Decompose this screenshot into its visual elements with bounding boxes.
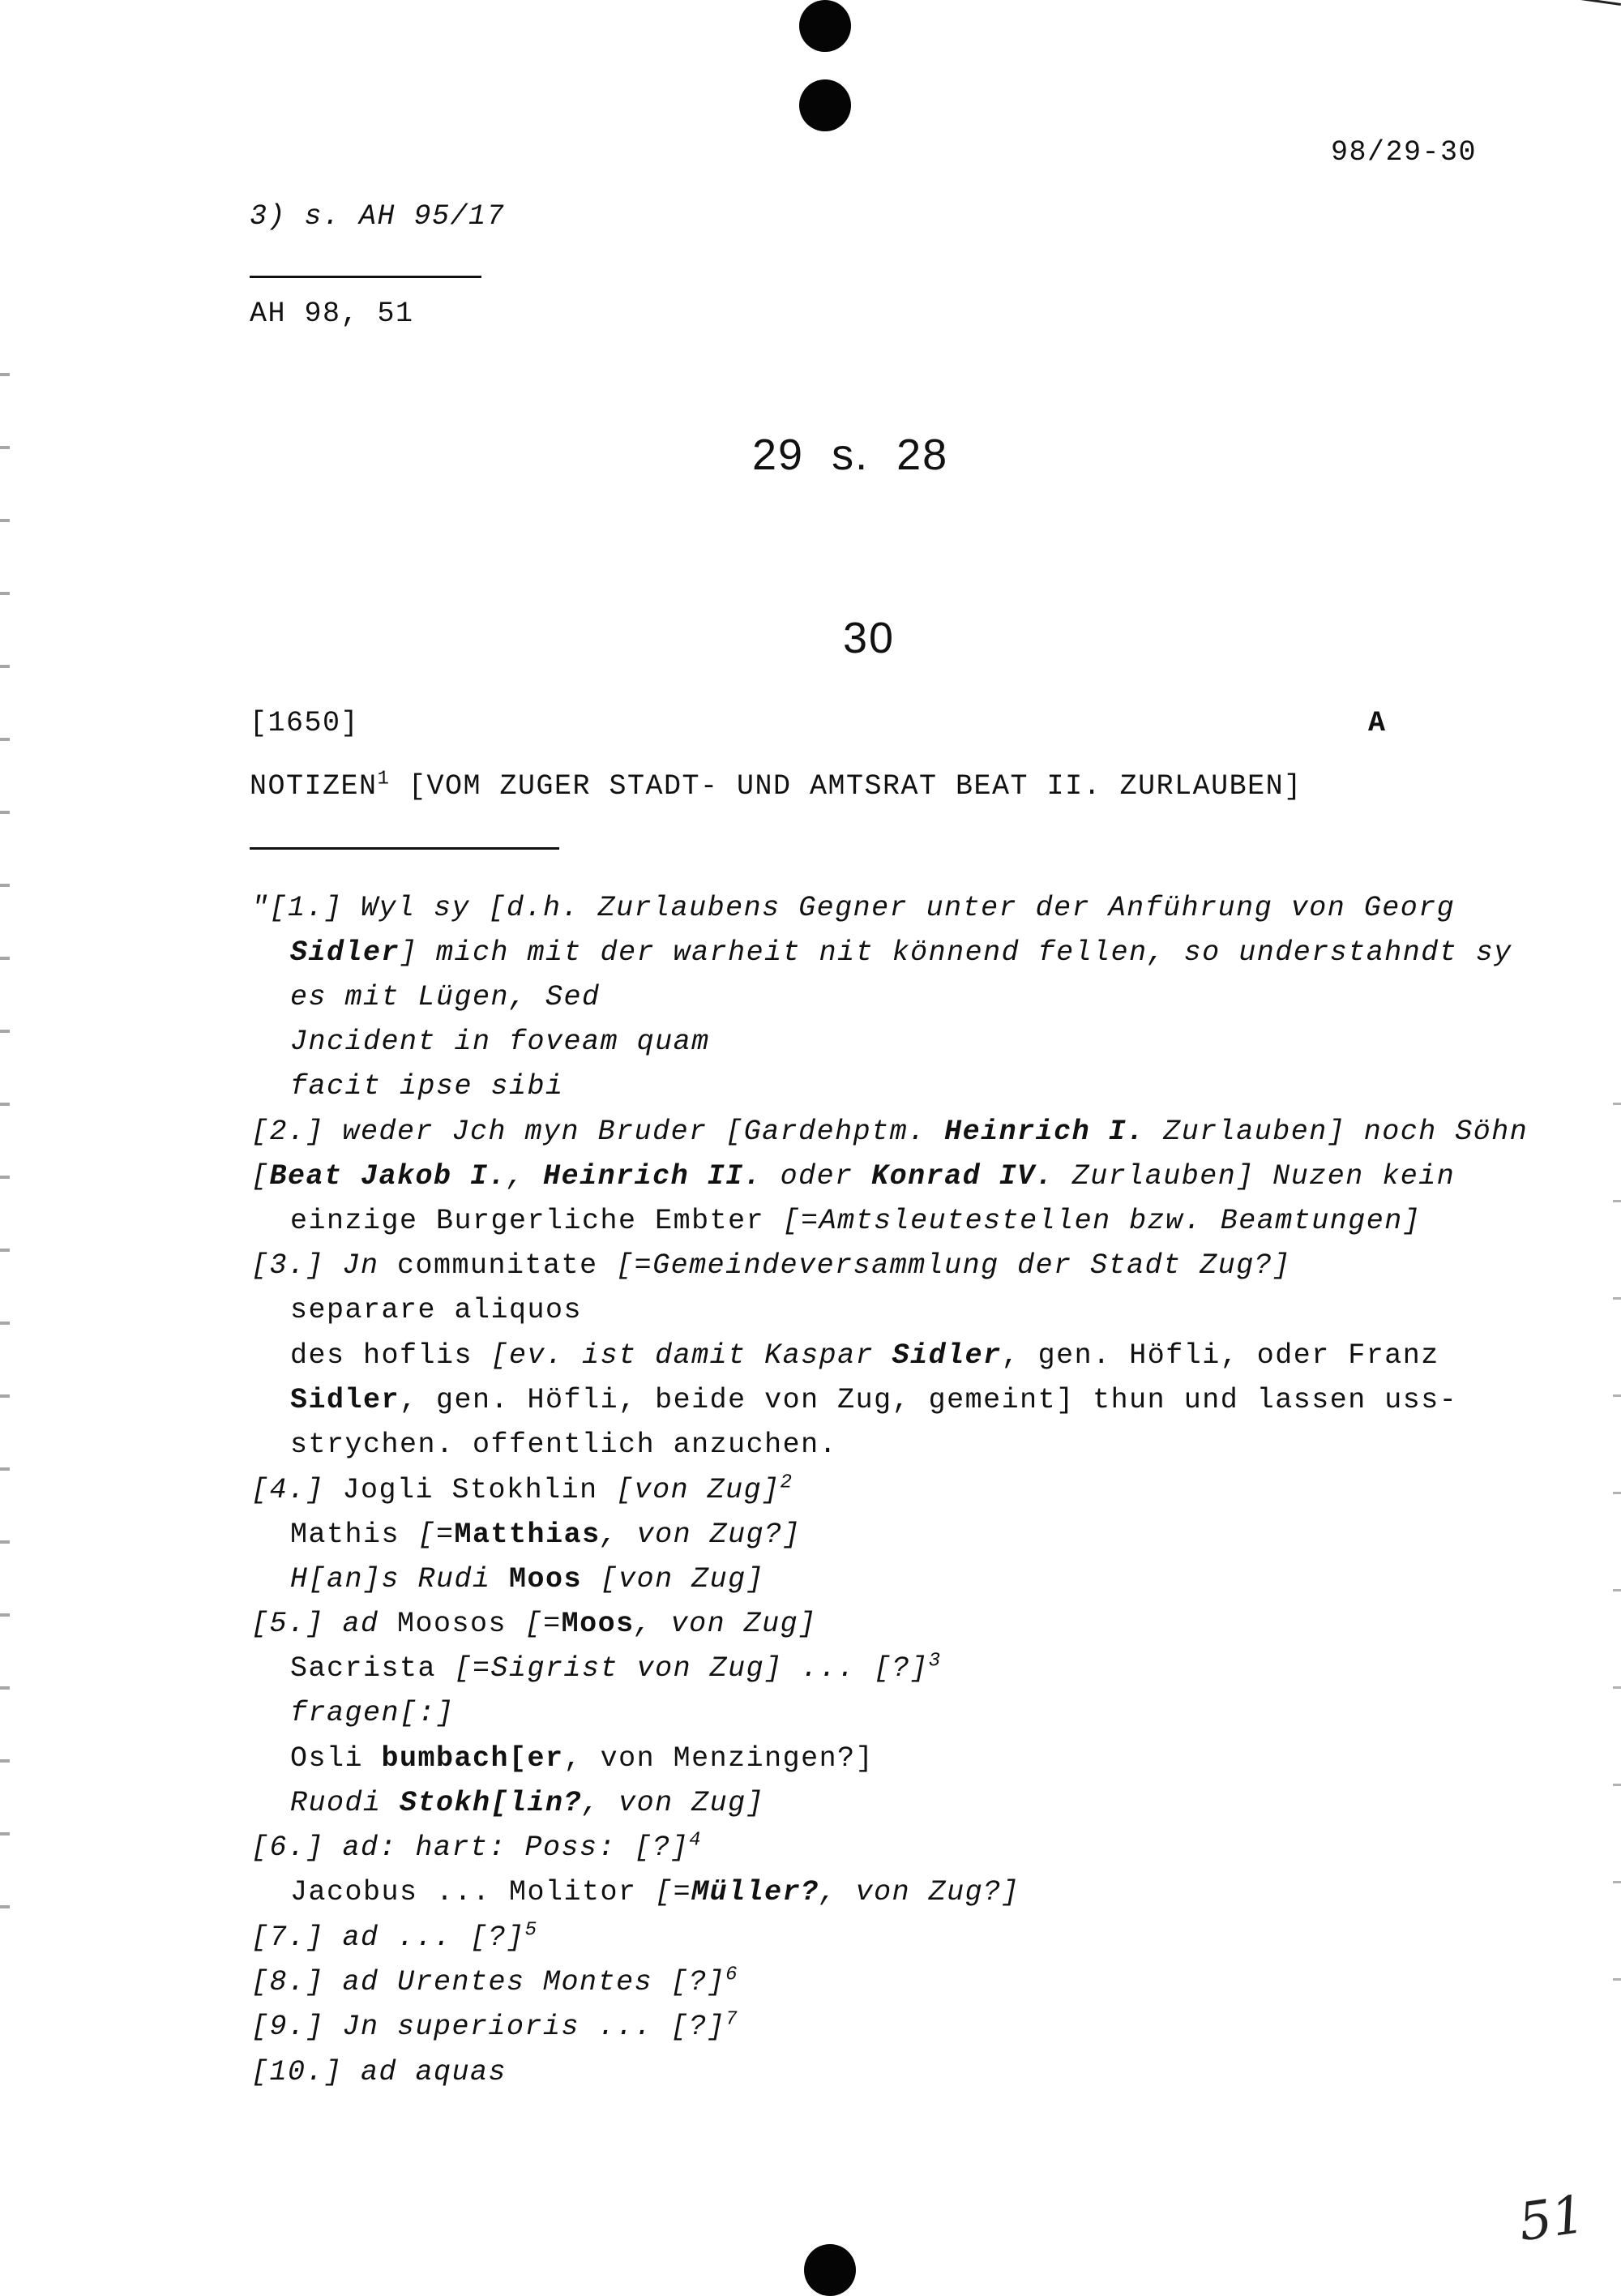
footnote-4: 4	[689, 1829, 702, 1852]
text-line-16	[290, 1563, 764, 1596]
line-18-text-a: Sacrista	[290, 1652, 437, 1685]
line-7-text-g: Zurlauben] Nuzen kein	[1054, 1160, 1456, 1193]
page-title: 29 s. 28	[752, 430, 949, 479]
text-line-20	[290, 1742, 874, 1775]
name-mueller: Müller?	[691, 1876, 819, 1908]
line-7-text-c: ,	[507, 1160, 544, 1193]
text-line-21	[290, 1787, 764, 1819]
heading-footnote: 1	[377, 768, 391, 790]
line-23-text-a: Jacobus ... Molitor	[290, 1876, 637, 1908]
line-15-text-a: Mathis	[290, 1519, 400, 1551]
name-moos-2: Moos	[561, 1608, 635, 1640]
footnote-7: 7	[725, 2008, 738, 2031]
line-17-text-c: [=	[507, 1608, 562, 1640]
line-5-text: facit ipse sibi	[290, 1070, 564, 1103]
line-9-text-a: [3.] Jn	[251, 1249, 398, 1282]
line-17-text-a: [5.] ad	[251, 1608, 398, 1640]
line-26-text: [9.] Jn superioris ... [?]	[251, 2011, 726, 2043]
line-14-text-a: [4.]	[251, 1474, 343, 1506]
text-line-8	[290, 1205, 1421, 1237]
line-17-text-b: Moosos	[397, 1608, 507, 1640]
heading-start: NOTIZEN	[250, 770, 378, 803]
line-23-text-b: [=	[636, 1876, 692, 1908]
line-8-text-b: Embter	[655, 1205, 765, 1237]
text-line-18	[290, 1652, 942, 1685]
document-date: [1650]	[250, 707, 360, 739]
line-9-text-b: communitate	[397, 1249, 598, 1282]
line-20-text-c: , von Menzingen?]	[563, 1742, 875, 1775]
line-9-text-c: [=Gemeindeversammlung der Stadt Zug?]	[597, 1249, 1291, 1282]
line-17-text-e: , von Zug]	[634, 1608, 817, 1640]
scan-edge-left	[0, 341, 10, 1962]
scan-corner-mark	[1548, 0, 1621, 6]
name-sidler-kaspar: Sidler	[892, 1339, 1002, 1372]
text-line-4	[290, 1026, 710, 1058]
line-14-text-b: Jogli Stokhlin	[342, 1474, 598, 1506]
line-13-text: strychen. offentlich anzuchen.	[290, 1429, 838, 1461]
line-20-text-a: Osli	[290, 1742, 382, 1775]
text-line-10	[290, 1294, 582, 1326]
name-konrad-iv: Konrad IV.	[871, 1160, 1054, 1193]
line-23-text-d: , von Zug?]	[819, 1876, 1020, 1908]
line-7-text-a: [	[251, 1160, 270, 1193]
line-11-text-b: hoflis	[363, 1339, 473, 1372]
name-stokhlin: Stokh[lin?	[400, 1787, 583, 1819]
line-16-text-c: [von Zug]	[582, 1563, 765, 1596]
punch-hole-bottom	[804, 2244, 856, 2296]
text-line-6	[251, 1116, 1528, 1148]
reference-top: 3) s. AH 95/17	[250, 200, 506, 233]
text-line-1	[251, 892, 1455, 924]
line-25-text: [8.] ad Urentes Montes [?]	[251, 1966, 726, 1998]
name-sidler: Sidler	[290, 936, 400, 969]
text-line-23	[290, 1876, 1020, 1908]
text-line-12	[290, 1384, 1457, 1416]
text-line-3	[290, 981, 601, 1013]
line-21-text-c: , von Zug]	[582, 1787, 765, 1819]
heading-end: [VOM ZUGER STADT- UND AMTSRAT BEAT II. ZURLAUBEN]	[390, 770, 1302, 803]
name-beat-jakob: Beat Jakob I.	[269, 1160, 507, 1193]
line-6-text-c: Zurlauben] noch Söhn	[1144, 1116, 1529, 1148]
line-24-text: [7.] ad ... [?]	[251, 1921, 525, 1954]
line-15-text-b: [=	[400, 1519, 455, 1551]
footnote-2: 2	[780, 1471, 793, 1494]
line-7-text-e: oder	[762, 1160, 872, 1193]
divider-top	[250, 276, 481, 278]
text-line-9	[251, 1249, 1291, 1282]
line-11-text-a: des	[290, 1339, 364, 1372]
divider-heading	[250, 847, 559, 850]
text-line-24	[251, 1921, 537, 1954]
text-line-19	[290, 1697, 455, 1729]
footnote-3: 3	[928, 1650, 942, 1673]
handwritten-folio-mark: 51	[1515, 2184, 1589, 2254]
text-line-27	[251, 2056, 507, 2088]
line-21-text-a: Ruodi	[290, 1787, 400, 1819]
text-line-2	[290, 936, 1512, 969]
line-1-text: "[1.] Wyl sy [d.h. Zurlaubens Gegner unter der Anführung von Georg	[251, 892, 1456, 924]
line-11-text-c: [ev. ist damit Kaspar	[473, 1339, 892, 1372]
name-bumbacher: bumbach[er	[381, 1742, 564, 1775]
scan-edge-right	[1613, 1054, 1621, 2027]
line-6-text-a: [2.] weder Jch myn Bruder [Gardehptm.	[251, 1116, 945, 1148]
document-marker: A	[1368, 707, 1387, 739]
line-15-text-d: , von Zug?]	[600, 1519, 802, 1551]
text-line-17	[251, 1608, 817, 1640]
text-line-14	[251, 1471, 793, 1506]
line-4-text: Jncident in foveam quam	[290, 1026, 710, 1058]
name-heinrich-ii: Heinrich II.	[543, 1160, 763, 1193]
line-8-text-c: [=Amtsleutestellen bzw. Beamtungen]	[764, 1205, 1422, 1237]
line-16-text-a: H[an]s Rudi	[290, 1563, 510, 1596]
footnote-5: 5	[524, 1919, 538, 1942]
line-8-text-a: einzige Burgerliche	[290, 1205, 656, 1237]
line-19-text: fragen[:]	[290, 1697, 455, 1729]
line-22-text: [6.] ad: hart: Poss: [?]	[251, 1831, 690, 1864]
line-2-text: ] mich mit der warheit nit könnend fellen, so understahndt sy	[400, 936, 1512, 969]
punch-hole-top-2	[799, 79, 851, 131]
document-heading	[250, 770, 1302, 803]
text-line-13	[290, 1429, 837, 1461]
name-moos: Moos	[509, 1563, 583, 1596]
line-12-text-c: thun und lassen uss-	[1093, 1384, 1458, 1416]
page-number: 30	[843, 614, 896, 662]
text-line-25	[251, 1966, 738, 1998]
footnote-6: 6	[725, 1964, 738, 1986]
text-line-22	[251, 1831, 702, 1864]
line-14-text-c: [von Zug]	[597, 1474, 781, 1506]
punch-hole-top-1	[799, 0, 851, 52]
text-line-26	[251, 2008, 738, 2043]
name-sidler-franz: Sidler	[290, 1384, 400, 1416]
name-matthias: Matthias	[454, 1519, 601, 1551]
reference-ah: AH 98, 51	[250, 298, 414, 330]
document-number: 98/29-30	[1331, 136, 1478, 169]
text-line-11	[290, 1339, 1439, 1372]
line-10-text: separare aliquos	[290, 1294, 583, 1326]
text-line-5	[290, 1070, 564, 1103]
text-line-15	[290, 1519, 801, 1551]
line-27-text: [10.] ad aquas	[251, 2056, 507, 2088]
line-11-text-e: , gen. Höfli, oder Franz	[1001, 1339, 1439, 1372]
line-12-text-b: , gen. Höfli, beide von Zug, gemeint]	[400, 1384, 1093, 1416]
line-18-text-b: [=Sigrist von Zug] ... [?]	[436, 1652, 929, 1685]
name-heinrich-i: Heinrich I.	[944, 1116, 1145, 1148]
line-3-text: es mit Lügen, Sed	[290, 981, 601, 1013]
text-line-7	[251, 1160, 1455, 1193]
